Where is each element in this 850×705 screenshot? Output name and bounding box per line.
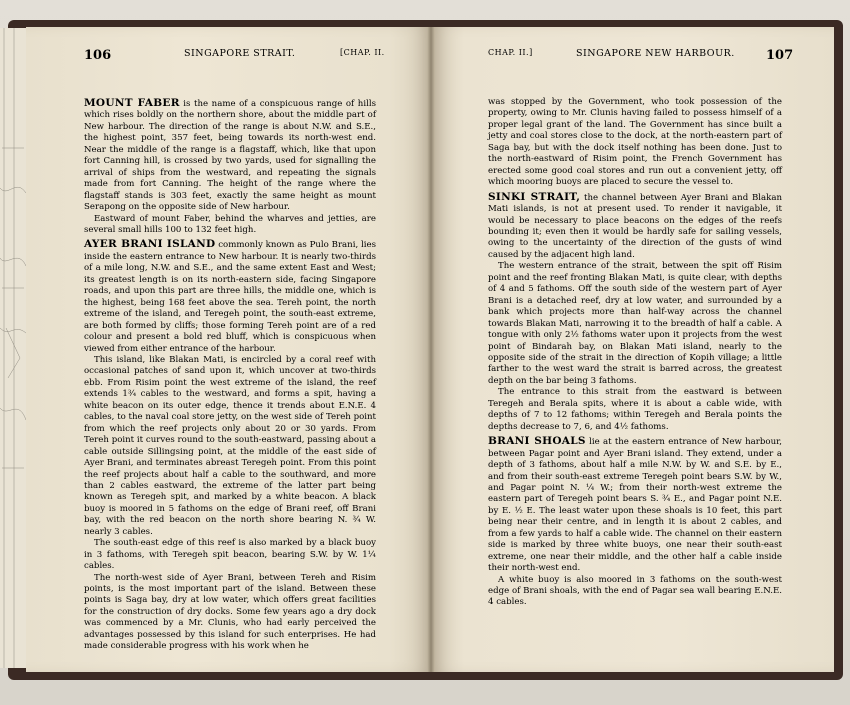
paragraph: The western entrance of the strait, between the spit off Risim point and the reef fronting Blakan Mati, is quite clear, with depths of 4 and 5 fathoms. Off the south side of the western part of Ayer Brani is a detached reef, dry at low water, and surrounded by a bank which projects more than half-way across the channel towards Blakan Mati, narrowing it to the breadth of half a cable. A tongue with only 2½ fathoms water upon it projects from the west point of Bindarah bay, on Blakan Mati island, nearly to the opposite side of the strait in the direction of Kopih village; a little farther to the west ward the strait is barred across, the greatest depth on the bar being 3 fathoms.: [488, 261, 782, 386]
section-mount-faber: MOUNT FABER is the name of a conspicuous range of hills which rises boldly on the northern shore, about the middle part of New harbour. The direction of the range is about N.W. and S.E., the highest point, 357 feet, being towards its north-west end. Near the middle of the range is a flagstaff, which, like that upon fort Canning hill, is crossed by two yards, used for signalling the arrival of ships from the westward, and repeating the signals made from fort Canning. The height of the range where the flagstaff stands is 303 feet, exactly the same height as mount Serapong on the opposite side of New harbour.: [84, 97, 376, 213]
paragraph: The north-west side of Ayer Brani, between Tereh and Risim points, is the most important part of the island. Between these points is Saga bay, dry at low water, which offers great facilities for the construction of dry docks. Some few years ago a dry dock was commenced by a Mr. Clunis, who had early perceived the advantages possessed by this island for such enterprises. He had made considerable progress with his work when he: [84, 572, 376, 652]
right-page-body: [488, 97, 782, 609]
left-page-body: [84, 98, 376, 653]
right-page-number: 107: [766, 48, 794, 63]
left-running-title: SINGAPORE STRAIT.: [184, 48, 296, 59]
paragraph: Eastward of mount Faber, behind the wharves and jetties, are several small hills 100 to 132 feet high.: [84, 213, 376, 235]
section-sinki-strait: SINKI STRAIT, the channel between Ayer Brani and Blakan Mati islands, is not at present used. To render it navigable, it would be necessary to place beacons on the edges of the reefs bounding it; even then it would be hardly safe for sailing vessels, owing to the uncertainty of the direction of the gusts of wind caused by the adjacent high land.: [488, 190, 783, 260]
paragraph: A white buoy is also moored in 3 fathoms on the south-west edge of Brani shoals, with the end of Pagar sea wall bearing E.N.E. 4 cables.: [488, 574, 782, 608]
left-running-header: [84, 48, 414, 63]
section-ayer-brani: AYER BRANI ISLAND commonly known as Pulo Brani, lies inside the eastern entrance to New harbour. It is nearly two-thirds of a mile long, N.W. and S.E., and the same extent East and West; its greatest length is on its north-eastern side, facing Singapore roads, and upon this part are three hills, the middle one, which is the highest, being 168 feet above the sea. Tereh point, the north extreme of the island, and Teregeh point, the south-east extreme, are both formed by cliffs; those forming Tereh point are of a red colour and present a bold red bluff, which is conspicuous when viewed from either entrance of the harbour.: [84, 238, 376, 354]
left-page-number: 106: [84, 48, 112, 63]
paragraph: was stopped by the Government, who took possession of the property, owing to Mr. Clunis having failed to possess himself of a proper legal grant of the land. The Government has since built a jetty and coal stores close to the dock, at the north-eastern part of Saga bay, but with the dock itself nothing has been done. Just to the north-eastward of Risim point, the French Government has erected some good coal stores and run out a convenient jetty, off which mooring buoys are placed to secure the vessel to.: [488, 97, 782, 188]
paragraph: The entrance to this strait from the eastward is between Teregeh and Berala spits, where it is about a cable wide, with depths of 7 to 12 fathoms; within Teregeh and Berala points the depths decrease to 7, 6, and 4½ fathoms.: [488, 387, 782, 432]
folded-chart-edge: [0, 28, 27, 668]
right-chapter-mark: CHAP. II.]: [488, 48, 533, 57]
left-chapter-mark: [CHAP. II.: [340, 48, 385, 57]
section-brani-shoals: BRANI SHOALS lie at the eastern entrance of New harbour, between Pagar point and Ayer Brani island. They extend, under a depth of 3 fathoms, about half a mile N.W. by W. and S.E. by E., and from their south-east extreme Teregeh point bears S.W. by W., and Pagar point N. ¼ W.; from their north-west extreme the eastern part of Teregeh point bears S. ¾ E., and Pagar point N.E. by E. ½ E. The least water upon these shoals is 10 feet, this part being near their centre, and in length it is about 2 cables, and from a few yards to half a cable wide. The channel on their eastern side is marked by three white buoys, one near their south-east extreme, one near their middle, and the other half a cable inside their north-west end.: [488, 435, 782, 574]
paragraph: The south-east edge of this reef is also marked by a black buoy in 3 fathoms, with Teregeh spit beacon, bearing S.W. by W. 1¼ cables.: [84, 538, 376, 572]
right-running-title: SINGAPORE NEW HARBOUR.: [576, 48, 735, 59]
book-gutter: [427, 27, 435, 672]
paragraph: This island, like Blakan Mati, is encircled by a coral reef with occasional patches of sand upon it, which uncover at two-thirds ebb. From Risim point the west extreme of the island, the reef extends 1¾ cables to the westward, and forms a spit, having a white beacon on its outer edge, thence it trends about E.N.E. 4 cables, to the naval coal store jetty, on the west side of Tereh point from which the reef projects only about 20 or 30 yards. From Tereh point it curves round to the south-eastward, passing about a cable outside Sillingsing point, at the middle of the east side of Ayer Brani, and terminates abreast Teregeh point. From this point the reef projects about half a cable to the southward, and more than 2 cables eastward, the extreme of the latter part being known as Teregeh spit, and marked by a white beacon. A black buoy is moored in 5 fathoms on the edge of Brani reef, off Brani bay, with the red beacon on the north shore bearing N. ¾ W. nearly 3 cables.: [84, 354, 376, 537]
